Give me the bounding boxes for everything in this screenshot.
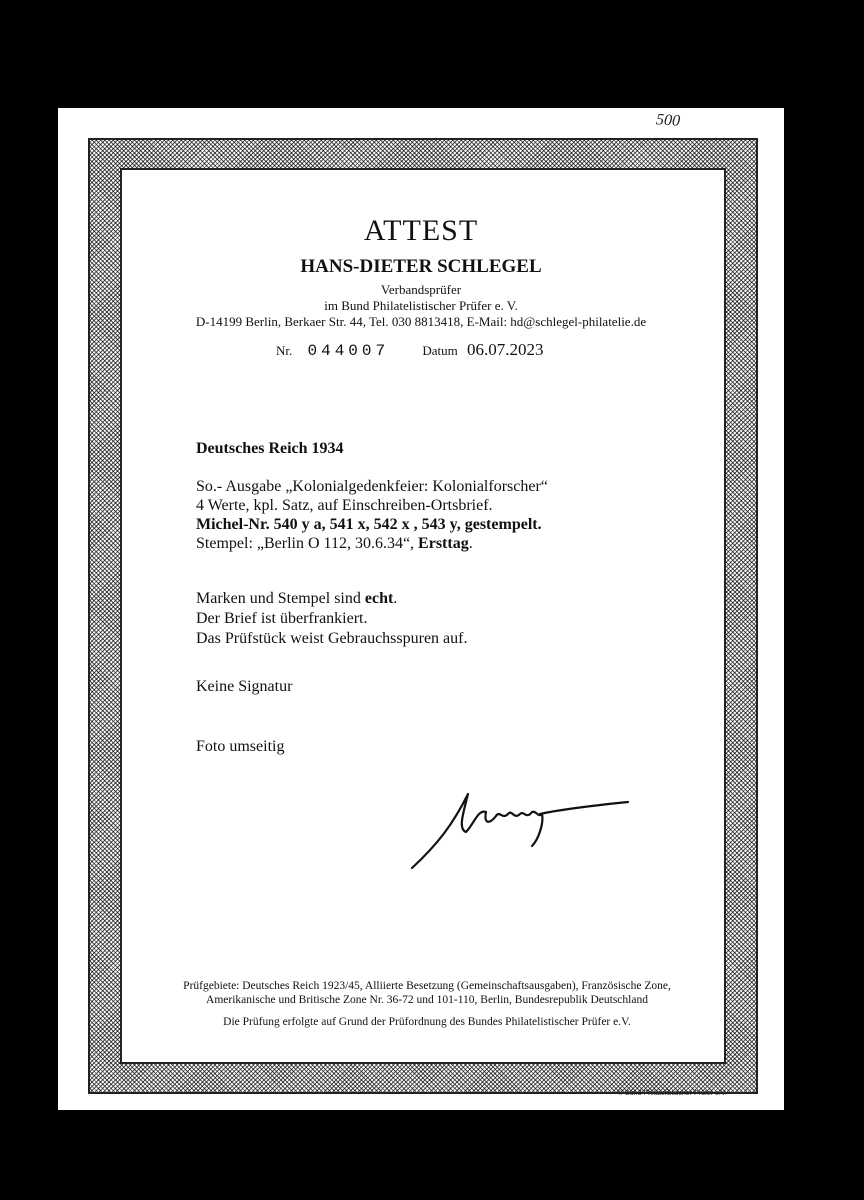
nr-label: Nr. (276, 343, 293, 358)
michel-line: Michel-Nr. 540 y a, 541 x, 542 x , 543 y, gestempelt. (196, 516, 542, 533)
franking-line: Der Brief ist überfrankiert. (196, 610, 368, 627)
photo-note: Foto umseitig (196, 738, 285, 755)
postmark-text: Stempel: „Berlin O 112, 30.6.34“, (196, 535, 419, 552)
examiner-name: HANS-DIETER SCHLEGEL (300, 256, 542, 277)
certificate-sheet (58, 108, 784, 1110)
examiner-role: Verbandsprüfer (380, 282, 462, 297)
condition-line: Das Prüfstück weist Gebrauchsspuren auf. (196, 630, 468, 647)
issue-line: So.- Ausgabe „Kolonialgedenkfeier: Kolonialforscher“ (196, 478, 548, 495)
examiner-signature (408, 784, 638, 874)
certificate-number: 044007 (307, 342, 390, 360)
genuine-line (196, 590, 397, 608)
set-line: 4 Werte, kpl. Satz, auf Einschreiben-Ortsbrief. (196, 497, 493, 514)
certificate-date: 06.07.2023 (467, 340, 544, 359)
genuine-period: . (393, 590, 398, 607)
examiner-association: im Bund Philatelistischer Prüfer e. V. (324, 298, 518, 313)
stamp-area-heading: Deutsches Reich 1934 (196, 440, 344, 457)
signature-note: Keine Signatur (196, 678, 293, 695)
corner-note: 500 (655, 111, 681, 130)
footer-rules: Die Prüfung erfolgte auf Grund der Prüfordnung des Bundes Philatelistischer Prüfer e.V. (223, 1016, 631, 1028)
date-label: Datum (422, 343, 458, 358)
certificate-number-line (276, 340, 544, 360)
examiner-address: D-14199 Berlin, Berkaer Str. 44, Tel. 030 8813418, E-Mail: hd@schlegel-philatelie.de (195, 314, 647, 329)
postmark-line (196, 535, 473, 553)
genuine-text: Marken und Stempel sind (196, 590, 365, 607)
genuine-verdict: echt (364, 590, 394, 607)
certificate-title: ATTEST (363, 214, 479, 247)
postmark-period: . (468, 535, 473, 552)
footer-areas-1: Prüfgebiete: Deutsches Reich 1923/45, Alliierte Besetzung (Gemeinschaftsausgaben), Französische Zone, (183, 980, 671, 992)
first-day-text: Ersttag (418, 535, 469, 552)
footer-areas-2: Amerikanische und Britische Zone Nr. 36-72 und 101-110, Berlin, Bundesrepublik Deutschland (206, 994, 648, 1006)
copyright-note: © Bund Philatelistischer Prüfer e.V. (618, 1090, 727, 1097)
